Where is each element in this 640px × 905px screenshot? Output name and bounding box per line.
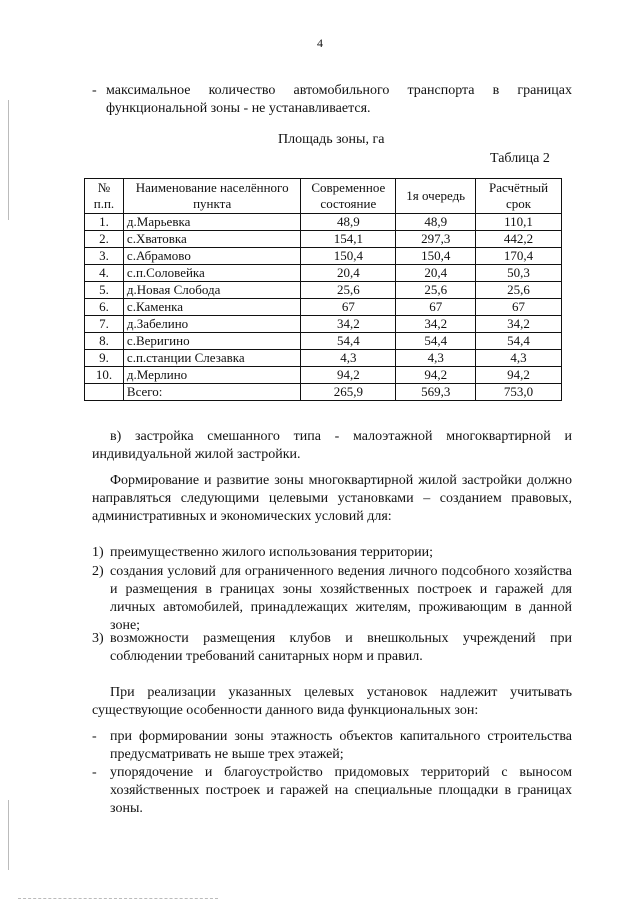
row-stage1: 67 <box>396 299 476 316</box>
row-estimated: 50,3 <box>476 265 562 282</box>
table-row <box>85 350 562 367</box>
row-estimated: 4,3 <box>476 350 562 367</box>
row-current: 150,4 <box>301 248 396 265</box>
row-current: 48,9 <box>301 214 396 231</box>
item-text: создания условий для ограниченного ведения личного подсобного хозяйства и размещения в границах зоны хозяйственных построек и гаражей для личных автомобилей, принадлежащих жителям, проживающим в данной зоне; <box>110 564 572 633</box>
row-number: 6. <box>85 299 124 316</box>
row-number: 7. <box>85 316 124 333</box>
table-row <box>85 367 562 384</box>
header-current: Современное состояние <box>301 179 396 214</box>
row-estimated: 34,2 <box>476 316 562 333</box>
item-marker: 1) <box>92 545 104 560</box>
row-current: 4,3 <box>301 350 396 367</box>
table-row <box>85 248 562 265</box>
row-stage1: 4,3 <box>396 350 476 367</box>
row-estimated: 170,4 <box>476 248 562 265</box>
table-caption: Площадь зоны, га <box>278 132 385 147</box>
table-row <box>85 282 562 299</box>
row-number: 2. <box>85 231 124 248</box>
total-estimated: 753,0 <box>476 384 562 401</box>
zone-area-table <box>84 178 562 401</box>
row-number: 4. <box>85 265 124 282</box>
row-settlement: д.Мерлино <box>123 367 300 384</box>
row-stage1: 25,6 <box>396 282 476 299</box>
row-stage1: 20,4 <box>396 265 476 282</box>
total-current: 265,9 <box>301 384 396 401</box>
header-stage1: 1я очередь <box>396 179 476 214</box>
total-stage1: 569,3 <box>396 384 476 401</box>
row-settlement: с.Хватовка <box>123 231 300 248</box>
row-estimated: 67 <box>476 299 562 316</box>
row-number: 3. <box>85 248 124 265</box>
scan-artifact-line <box>8 800 9 870</box>
table-header-row <box>85 179 562 214</box>
row-settlement: с.Абрамово <box>123 248 300 265</box>
row-stage1: 150,4 <box>396 248 476 265</box>
row-estimated: 94,2 <box>476 367 562 384</box>
row-current: 34,2 <box>301 316 396 333</box>
bullet-text: максимальное количество автомобильного транспорта в границах функциональной зоны - не устанавливается. <box>106 83 572 116</box>
table-row <box>85 316 562 333</box>
implementation-paragraph: При реализации указанных целевых установок надлежит учитывать существующие особенности данного вида функциональных зон: <box>92 685 572 718</box>
row-settlement: с.п.Соловейка <box>123 265 300 282</box>
bullet-marker: - <box>92 83 97 98</box>
row-current: 67 <box>301 299 396 316</box>
dash-marker: - <box>92 729 97 744</box>
total-empty-cell <box>85 384 124 401</box>
row-number: 8. <box>85 333 124 350</box>
row-stage1: 297,3 <box>396 231 476 248</box>
row-current: 54,4 <box>301 333 396 350</box>
total-label: Всего: <box>123 384 300 401</box>
row-stage1: 34,2 <box>396 316 476 333</box>
intro-bullet <box>92 82 572 118</box>
row-settlement: с.Веригино <box>123 333 300 350</box>
dash-item <box>92 728 572 764</box>
row-stage1: 94,2 <box>396 367 476 384</box>
row-current: 154,1 <box>301 231 396 248</box>
row-settlement: д.Новая Слобода <box>123 282 300 299</box>
row-stage1: 48,9 <box>396 214 476 231</box>
table-row <box>85 231 562 248</box>
header-number: № п.п. <box>85 179 124 214</box>
row-estimated: 25,6 <box>476 282 562 299</box>
row-settlement: с.п.станции Слезавка <box>123 350 300 367</box>
row-settlement: с.Каменка <box>123 299 300 316</box>
numbered-item <box>92 544 572 562</box>
page-number: 4 <box>317 36 323 50</box>
row-estimated: 54,4 <box>476 333 562 350</box>
item-text: при формировании зоны этажность объектов капитального строительства предусматривать не выше трех этажей; <box>110 729 572 762</box>
row-number: 5. <box>85 282 124 299</box>
section-v-paragraph: в) застройка смешанного типа - малоэтажной многоквартирной и индивидуальной жилой застройки. <box>92 429 572 462</box>
row-settlement: д.Забелино <box>123 316 300 333</box>
header-settlement: Наименование населённого пункта <box>123 179 300 214</box>
row-stage1: 54,4 <box>396 333 476 350</box>
item-marker: 2) <box>92 564 104 579</box>
row-current: 20,4 <box>301 265 396 282</box>
table-total-row <box>85 384 562 401</box>
row-estimated: 110,1 <box>476 214 562 231</box>
formation-paragraph: Формирование и развитие зоны многоквартирной жилой застройки должно направляться следующими целевыми установками – созданием правовых, административных и экономических условий для: <box>92 473 572 524</box>
table-row <box>85 333 562 350</box>
table-row <box>85 265 562 282</box>
row-estimated: 442,2 <box>476 231 562 248</box>
row-settlement: д.Марьевка <box>123 214 300 231</box>
row-current: 94,2 <box>301 367 396 384</box>
header-estimated: Расчётный срок <box>476 179 562 214</box>
row-number: 1. <box>85 214 124 231</box>
numbered-item <box>92 630 572 666</box>
table-label: Таблица 2 <box>490 151 550 166</box>
scan-artifact-bottom <box>18 898 218 900</box>
item-text: преимущественно жилого использования территории; <box>110 545 434 560</box>
table-row <box>85 214 562 231</box>
numbered-item <box>92 563 572 635</box>
dash-marker: - <box>92 765 97 780</box>
row-number: 10. <box>85 367 124 384</box>
item-text: возможности размещения клубов и внешкольных учреждений при соблюдении требований санитарных норм и правил. <box>110 631 572 664</box>
item-text: упорядочение и благоустройство придомовых территорий с выносом хозяйственных построек и гаражей на специальные площадки в границах зоны. <box>110 765 572 816</box>
dash-item <box>92 764 572 818</box>
table-row <box>85 299 562 316</box>
row-number: 9. <box>85 350 124 367</box>
item-marker: 3) <box>92 631 104 646</box>
scan-artifact-line <box>8 100 9 220</box>
row-current: 25,6 <box>301 282 396 299</box>
